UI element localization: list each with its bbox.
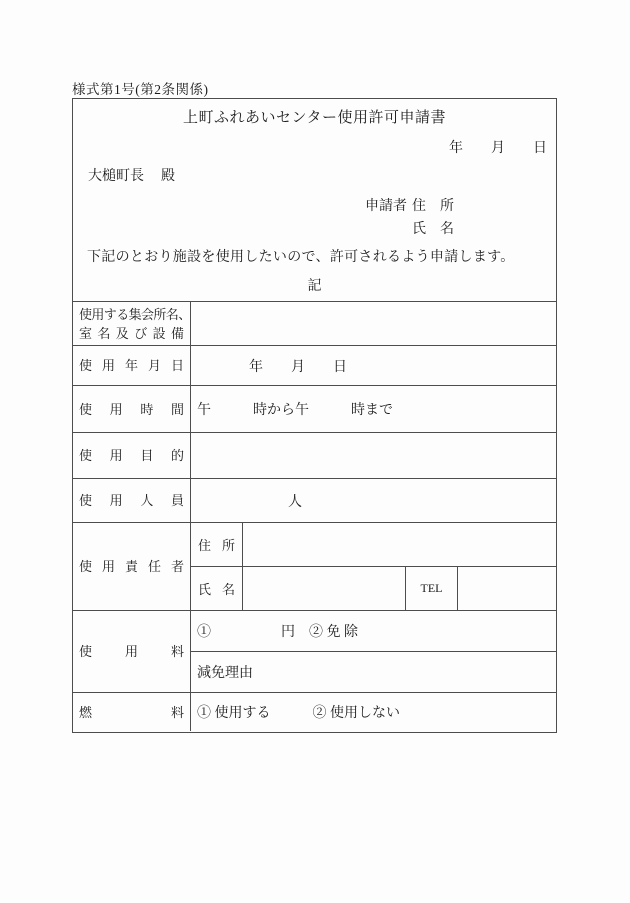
- application-statement: 下記のとおり施設を使用したいので、許可されるよう申請します。: [87, 250, 515, 265]
- manager-name-label: 氏 名: [191, 567, 243, 610]
- usage-time-value-cell: 午 時から午 時まで: [197, 403, 393, 418]
- fee-detail: [191, 611, 556, 692]
- fee-label: 使 用 料: [73, 611, 191, 692]
- addressee-line: [88, 165, 175, 185]
- addressee-honorific: 殿: [161, 169, 175, 184]
- usage-time-label: 使 用 時 間: [73, 386, 191, 432]
- table-row-manager: [73, 522, 556, 610]
- fee-options: ① 円 ② 免 除: [197, 625, 358, 640]
- personnel-value-cell: 人: [288, 494, 302, 510]
- form-header: [73, 99, 556, 301]
- table-row-purpose: [73, 432, 556, 478]
- table-row-usage-date: [73, 345, 556, 385]
- tel-value-cell: [458, 567, 556, 610]
- date-line: 年 月 日: [449, 141, 547, 156]
- record-mark: 記: [307, 279, 322, 294]
- table-row-personnel: [73, 478, 556, 522]
- fee-reduction-label: 減免理由: [197, 666, 253, 681]
- application-form: [72, 98, 557, 733]
- facility-label-line1: 使用する集会所名、: [79, 306, 191, 322]
- table-row-fee: [73, 610, 556, 692]
- table-row-fuel: [73, 692, 556, 731]
- purpose-label: 使 用 目 的: [73, 433, 191, 478]
- applicant-name-label: 氏 名: [412, 222, 454, 237]
- manager-detail: [191, 523, 556, 610]
- tel-label: TEL: [406, 567, 458, 610]
- applicant-label: 申請者: [365, 199, 407, 214]
- manager-name-row: [191, 566, 556, 610]
- facility-label-line2: 室 名 及 び 設 備: [79, 325, 184, 341]
- form-number: 様式第1号(第2条関係): [72, 82, 209, 97]
- personnel-label: 使 用 人 員: [73, 479, 191, 522]
- fuel-label: 燃 料: [73, 693, 191, 731]
- applicant-name-line: [365, 218, 454, 241]
- manager-name-value-cell: [243, 567, 406, 610]
- manager-address-value-cell: [243, 523, 556, 566]
- addressee: 大槌町長: [88, 169, 144, 184]
- table-row-facility: [73, 301, 556, 345]
- fee-reduction-row: [191, 651, 556, 692]
- table-row-usage-time: [73, 385, 556, 432]
- purpose-value-cell: [191, 433, 556, 478]
- manager-address-row: [191, 523, 556, 566]
- manager-address-label: 住 所: [191, 523, 243, 566]
- manager-label: 使 用 責 任 者: [73, 523, 191, 610]
- usage-date-value-cell: 年 月 日: [249, 359, 347, 375]
- fuel-options: ① 使用する ② 使用しない: [197, 706, 400, 721]
- facility-label: [73, 302, 191, 345]
- facility-value-cell: [191, 302, 556, 345]
- fee-options-row: [191, 611, 556, 651]
- usage-date-label: 使 用 年 月 日: [73, 346, 191, 385]
- applicant-address-line: [365, 195, 454, 218]
- applicant-block: [365, 195, 454, 241]
- applicant-address-label: 住 所: [412, 199, 454, 214]
- form-title: 上町ふれあいセンター使用許可申請書: [183, 110, 446, 126]
